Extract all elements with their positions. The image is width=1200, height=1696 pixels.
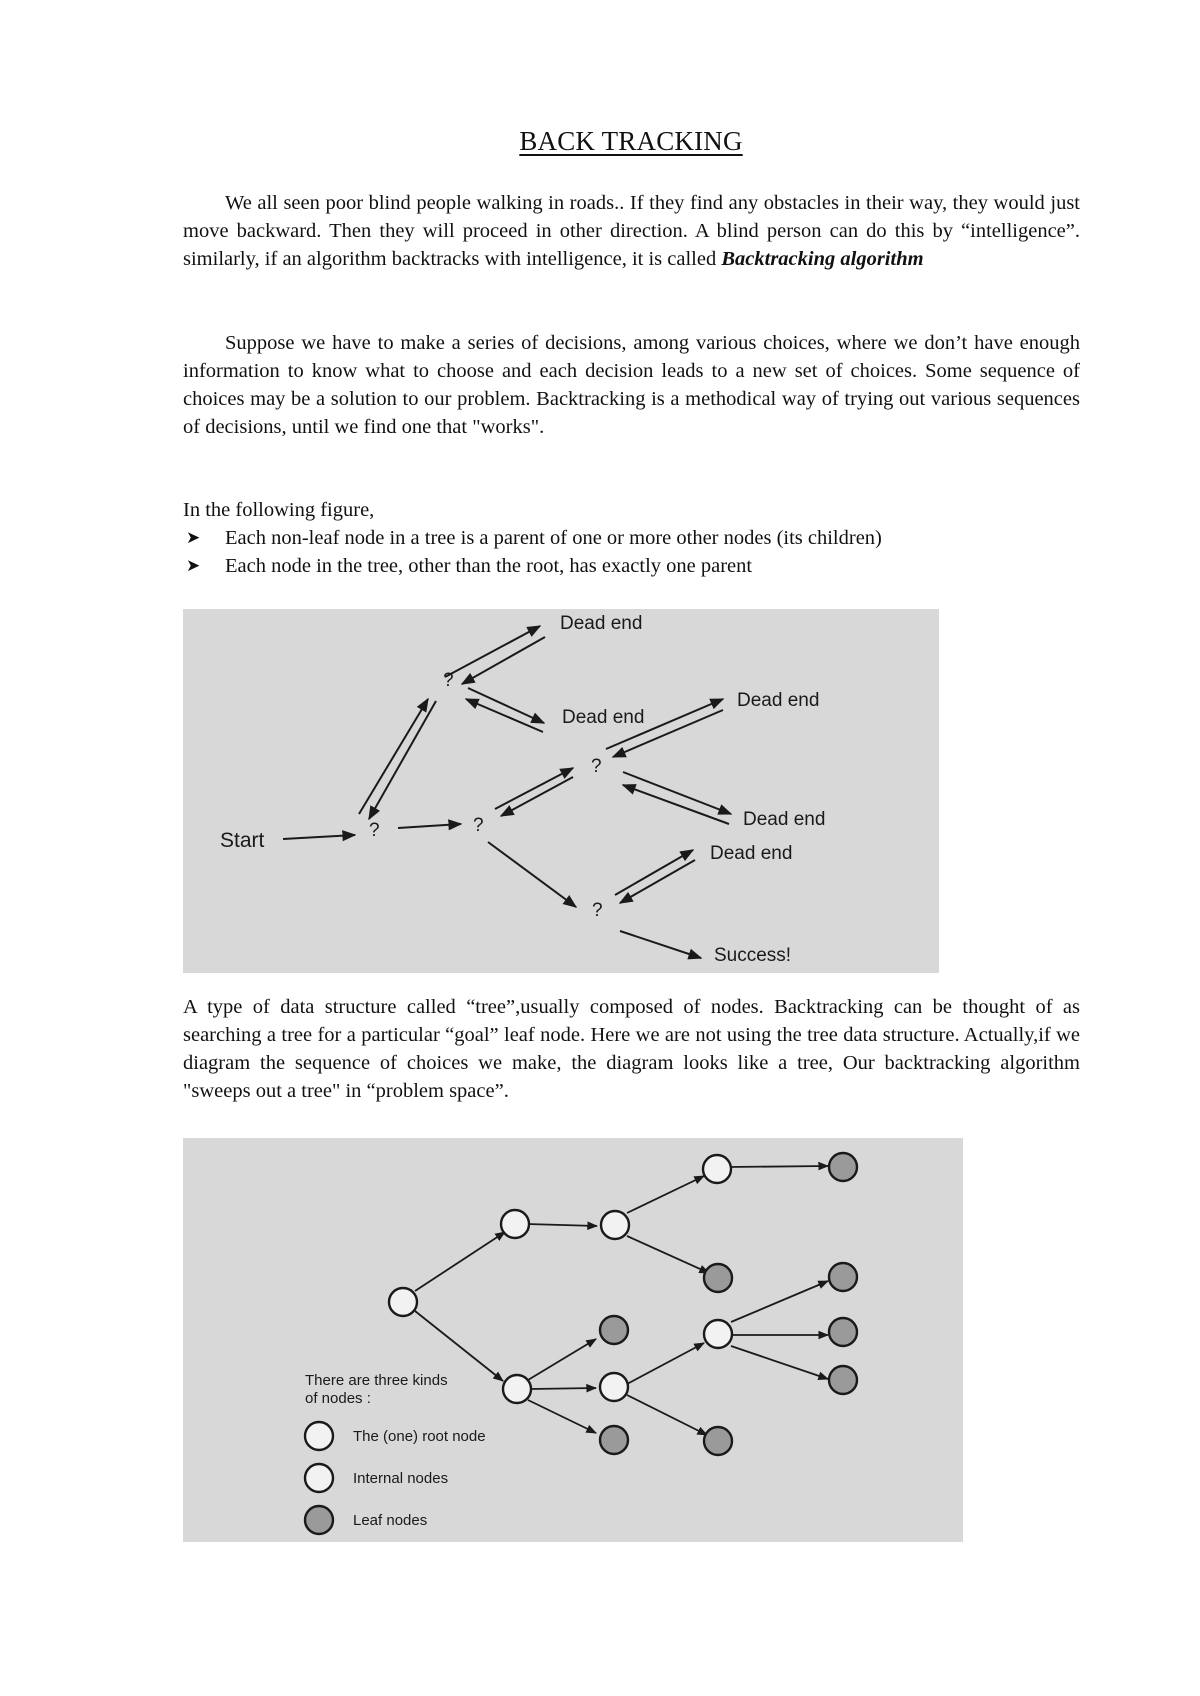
intro-paragraph bbox=[183, 189, 1080, 273]
tree-nodes-diagram bbox=[183, 1138, 963, 1542]
figure-intro-block bbox=[183, 496, 1080, 580]
internal-node bbox=[704, 1320, 732, 1348]
edge bbox=[729, 1166, 828, 1167]
leaf-node bbox=[600, 1426, 628, 1454]
decision-node: ? bbox=[369, 820, 380, 841]
tree-text: A type of data structure called “tree”,usually composed of nodes. Backtracking can be thought of as searching a tree for a particular “goal” leaf node. Here we are not using the tree data structure. Actually,if we diagram the sequence of choices we make, the diagram looks like a tree, Our backtracking algorithm "sweeps out a tree" in “problem space”. bbox=[183, 996, 1080, 1102]
dead-end-label: Dead end bbox=[562, 707, 645, 728]
bullet-text: Each non-leaf node in a tree is a parent of one or more other nodes (its children) bbox=[225, 527, 882, 549]
decision-node: ? bbox=[592, 900, 603, 921]
dead-end-label: Dead end bbox=[743, 809, 826, 830]
internal-node bbox=[601, 1211, 629, 1239]
bullet-text: Each node in the tree, other than the root, has exactly one parent bbox=[225, 555, 753, 577]
legend-internal-swatch bbox=[305, 1464, 333, 1492]
legend-title: There are three kinds bbox=[305, 1372, 448, 1389]
success-label: Success! bbox=[714, 945, 792, 966]
decision-node: ? bbox=[591, 756, 602, 777]
page-title: BACK TRACKING bbox=[519, 126, 743, 156]
legend-leaf-swatch bbox=[305, 1506, 333, 1534]
leaf-node bbox=[600, 1316, 628, 1344]
legend-item: Internal nodes bbox=[353, 1470, 449, 1487]
backtracking-decision-diagram bbox=[183, 609, 939, 973]
arrow-bullet-icon: ➤ bbox=[186, 528, 201, 548]
decisions-paragraph bbox=[183, 329, 1080, 441]
leaf-node bbox=[704, 1264, 732, 1292]
legend-item: Leaf nodes bbox=[353, 1512, 428, 1529]
intro-text: We all seen poor blind people walking in roads.. If they find any obstacles in their way, they would just move backward. Then they will proceed in other direction. A blind person can do this by “intelligence”. similarly, if an algorithm backtracks with intelligence, it is called bbox=[183, 192, 1080, 270]
bullet-list bbox=[183, 524, 1080, 580]
leaf-node bbox=[829, 1318, 857, 1346]
internal-node bbox=[501, 1210, 529, 1238]
internal-node bbox=[703, 1155, 731, 1183]
backtracking-term: Backtracking algorithm bbox=[721, 248, 924, 270]
legend-root-swatch bbox=[305, 1422, 333, 1450]
bullet-item bbox=[183, 524, 1080, 552]
bullet-item bbox=[183, 552, 1080, 580]
figure-intro-text: In the following figure, bbox=[183, 499, 375, 521]
dead-end-label: Dead end bbox=[737, 690, 820, 711]
edge bbox=[531, 1388, 596, 1389]
arrow-bullet-icon: ➤ bbox=[186, 556, 201, 576]
leaf-node bbox=[829, 1263, 857, 1291]
root-node bbox=[389, 1288, 417, 1316]
tree-paragraph bbox=[183, 993, 1080, 1105]
legend-item: The (one) root node bbox=[353, 1428, 486, 1445]
decision-node: ? bbox=[473, 815, 484, 836]
decision-node: ? bbox=[443, 670, 454, 691]
legend-title: of nodes : bbox=[305, 1390, 371, 1407]
decisions-text: Suppose we have to make a series of decisions, among various choices, where we don’t have enough information to know what to choose and each decision leads to a new set of choices. Some sequence of choices may be a solution to our problem. Backtracking is a methodical way of trying out various sequences of decisions, until we find one that "works". bbox=[183, 332, 1080, 438]
leaf-node bbox=[829, 1153, 857, 1181]
start-label: Start bbox=[220, 829, 265, 852]
leaf-node bbox=[704, 1427, 732, 1455]
dead-end-label: Dead end bbox=[560, 613, 643, 634]
internal-node bbox=[600, 1373, 628, 1401]
dead-end-label: Dead end bbox=[710, 843, 793, 864]
figure-photo-background bbox=[183, 609, 939, 973]
internal-node bbox=[503, 1375, 531, 1403]
leaf-node bbox=[829, 1366, 857, 1394]
